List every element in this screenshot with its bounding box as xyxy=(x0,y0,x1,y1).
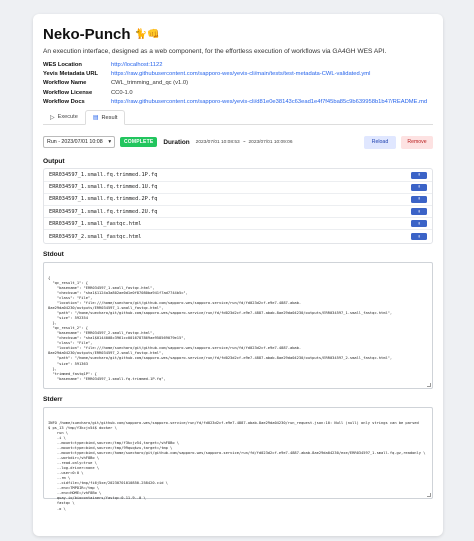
stderr-line: fastqc \ xyxy=(48,501,75,506)
output-file-row xyxy=(44,206,432,218)
file-icon: ▤ xyxy=(92,115,99,122)
run-select-value: Run - 2023/07/01 10:08 xyxy=(47,139,103,146)
stdout-line: 8ae29da04230/outputs/ERR034597_1.small_fastqc.html", xyxy=(48,305,164,310)
stdout-line: "class": "File", xyxy=(48,341,93,346)
tab-bar xyxy=(43,110,433,125)
download-icon[interactable]: ⬇ xyxy=(411,184,427,191)
stdout-line: "path": "/home/suecharo/git/github.com/sapporo-wes/sapporo-service/run/fd/fd023d2cf-e9e7-4887-abab-8ae29da04230/outputs/ERR034597_2.small_fastqc.html", xyxy=(48,356,393,361)
output-file-row xyxy=(44,182,432,194)
stderr-line: --user=0:0 \ xyxy=(48,471,84,476)
stdout-line: "path": "/home/suecharo/git/github.com/sapporo-wes/sapporo-service/run/fd/fd023d2cf-e9e7-4887-abab-8ae29da04230/outputs/ERR034597_1.small_fastqc.html", xyxy=(48,311,393,316)
stderr-label: Stderr xyxy=(43,395,63,403)
stderr-line: quay.io/biocontainers/fastqc:0.11.9--0 \ xyxy=(48,496,146,501)
stdout-label: Stdout xyxy=(43,250,64,258)
remove-button[interactable]: Remove xyxy=(401,136,433,149)
stderr-line: --workdir=/vhF8Bo \ xyxy=(48,456,100,461)
stdout-line: "size": 592354 xyxy=(48,316,88,321)
stderr-line: $ ps_13 /tmp/f3kcjv54$ docker \ xyxy=(48,425,117,430)
metadata-row xyxy=(43,88,433,97)
tab-result[interactable] xyxy=(85,110,126,125)
output-label: Output xyxy=(43,158,65,166)
metadata-value: CWL_trimming_and_qc (v1.0) xyxy=(111,80,188,87)
download-icon[interactable]: ⬇ xyxy=(411,220,427,227)
metadata-row xyxy=(43,69,433,78)
metadata-link[interactable]: https://raw.githubusercontent.com/sapporo-wes/yevis-cli/d81e0e38143c63ead1e4f7f45ba85c9b639958b1b47/README.md xyxy=(111,98,428,105)
stdout-line: "size": 591363 xyxy=(48,361,88,366)
stdout-textarea[interactable] xyxy=(43,262,433,389)
duration-separator: ~ xyxy=(242,139,246,145)
run-toolbar xyxy=(43,133,433,151)
stdout-line: "qc_result_2": { xyxy=(48,326,88,331)
output-file-list xyxy=(43,168,433,243)
resize-handle-icon[interactable] xyxy=(427,493,431,497)
metadata-table xyxy=(43,60,433,106)
stdout-line: "qc_result_1": { xyxy=(48,280,88,285)
metadata-link[interactable]: https://raw.githubusercontent.com/sapporo-wes/yevis-cli/main/tests/test-metadata-CWL-validated.yml xyxy=(111,70,371,77)
stderr-line: --env=HOME=/vhF8Bo \ xyxy=(48,491,102,496)
duration-start: 2023/07/01 10:08:53 xyxy=(195,139,240,145)
tab-label: Execute xyxy=(57,114,78,121)
chevron-down-icon: ▾ xyxy=(108,139,111,146)
stdout-line: }, xyxy=(48,366,57,371)
tab-label: Result xyxy=(101,114,118,121)
output-file-name: ERR034597_1.small.fq.trimmed.2P.fq xyxy=(49,196,158,203)
output-file-row xyxy=(44,169,432,181)
metadata-row xyxy=(43,97,433,106)
reload-button[interactable]: Reload xyxy=(364,136,396,149)
app-title-row xyxy=(43,23,433,45)
output-file-name: ERR034597_1.small.fq.trimmed.1U.fq xyxy=(49,184,158,191)
metadata-key: Workflow Name xyxy=(43,80,87,87)
status-badge: COMPLETE xyxy=(120,137,157,147)
stderr-line: --cidfile=/tmp/fi6j5xe/20230701010850-258420.cid \ xyxy=(48,481,168,486)
stdout-line: "location": "file:///home/suecharo/git/github.com/sapporo-wes/sapporo-service/run/fd/fd023d2cf-e9e7-4887-abab- xyxy=(48,346,302,351)
stderr-line: --mount=type=bind,source=/tmp/f3kcjv54,target=/vhF8Bo \ xyxy=(48,440,179,445)
main-card xyxy=(33,14,443,536)
stdout-line: "checksum": "sha1$0144008c3961cc0016787869ae958569079e15", xyxy=(48,336,186,341)
output-file-name: ERR034597_1.small.fq.trimmed.1P.fq xyxy=(49,172,158,179)
stdout-line: { xyxy=(48,275,51,280)
stderr-line: --read-only=true \ xyxy=(48,461,97,466)
metadata-key: Workflow Docs xyxy=(43,98,85,105)
stdout-line: "trimmed_fastq1P": { xyxy=(48,371,97,376)
stderr-line: --env=TMPDIR=/tmp \ xyxy=(48,486,100,491)
stdout-line: "basename": "ERR034597_1.small.fq.trimmed.1P.fq", xyxy=(48,376,166,381)
app-description: An execution interface, designed as a web component, for the effortless execution of workflows via GA4GH WES API. xyxy=(43,48,387,55)
output-file-row xyxy=(44,230,432,242)
app-title: Neko-Punch xyxy=(43,25,131,43)
download-icon[interactable]: ⬇ xyxy=(411,172,427,179)
download-icon[interactable]: ⬇ xyxy=(411,196,427,203)
metadata-row xyxy=(43,79,433,88)
stderr-line: --rm \ xyxy=(48,476,71,481)
stdout-line: }, xyxy=(48,321,57,326)
output-file-name: ERR034597_2.small_fastqc.html xyxy=(49,233,142,240)
stderr-line: --mount=type=bind,source=/home/suecharo/git/github.com/sapporo-wes/sapporo-service/run/fd/fd023d2cf-e9e7-4887-abab-8ae29da04230/exe/ERR034597_1.small.fq.gz,readonly \ xyxy=(48,450,426,455)
metadata-value: CC0-1.0 xyxy=(111,89,133,96)
stderr-line: INFO /home/suecharo/git/github.com/sapporo-wes/sapporo-service/run/fd/fd023d2cf-e9e7-4887-abab-8ae29da04230/run_request.json:10: Null (null) only strings can be parsed xyxy=(48,420,419,425)
metadata-link[interactable]: http://localhost:1122 xyxy=(111,61,163,68)
stderr-line: -i \ xyxy=(48,435,66,440)
stdout-line: "basename": "ERR034597_2.small_fastqc.html", xyxy=(48,331,155,336)
stdout-line: "class": "File", xyxy=(48,295,93,300)
stdout-line: "location": "file:///home/suecharo/git/github.com/sapporo-wes/sapporo-service/run/fd/fd023d2cf-e9e7-4887-abab- xyxy=(48,300,302,305)
output-file-row xyxy=(44,194,432,206)
stderr-textarea[interactable] xyxy=(43,407,433,511)
tab-execute[interactable] xyxy=(43,110,85,124)
cat-punch-emoji: 🐈👊 xyxy=(134,28,160,40)
output-file-name: ERR034597_1.small.fq.trimmed.2U.fq xyxy=(49,208,158,215)
stderr-line: -o \ xyxy=(48,506,66,511)
run-select[interactable] xyxy=(43,136,115,148)
play-icon: ▷ xyxy=(50,114,55,121)
stdout-line: "basename": "ERR034597_1.small_fastqc.html", xyxy=(48,285,155,290)
metadata-row xyxy=(43,60,433,69)
metadata-key: Yevis Metadata URL xyxy=(43,70,99,77)
duration-end: 2023/07/01 10:09:06 xyxy=(248,139,293,145)
metadata-key: Workflow License xyxy=(43,89,93,96)
stderr-line: --log-driver=none \ xyxy=(48,466,100,471)
output-file-name: ERR034597_1.small_fastqc.html xyxy=(49,220,142,227)
output-file-row xyxy=(44,218,432,230)
duration-label: Duration xyxy=(163,138,190,146)
stderr-line: run \ xyxy=(48,430,68,435)
stderr-line: --mount=type=bind,source=/tmp/99quqkzu,target=/tmp \ xyxy=(48,445,173,450)
stdout-line: 8ae29da04230/outputs/ERR034597_2.small_fastqc.html", xyxy=(48,351,164,356)
download-icon[interactable]: ⬇ xyxy=(411,208,427,215)
metadata-key: WES Location xyxy=(43,61,82,68)
stdout-line: "checksum": "sha1$1124a3a802ae0d1e0f87080ba941f7ad7744b5c", xyxy=(48,290,188,295)
resize-handle-icon[interactable] xyxy=(427,383,431,387)
download-icon[interactable]: ⬇ xyxy=(411,233,427,240)
